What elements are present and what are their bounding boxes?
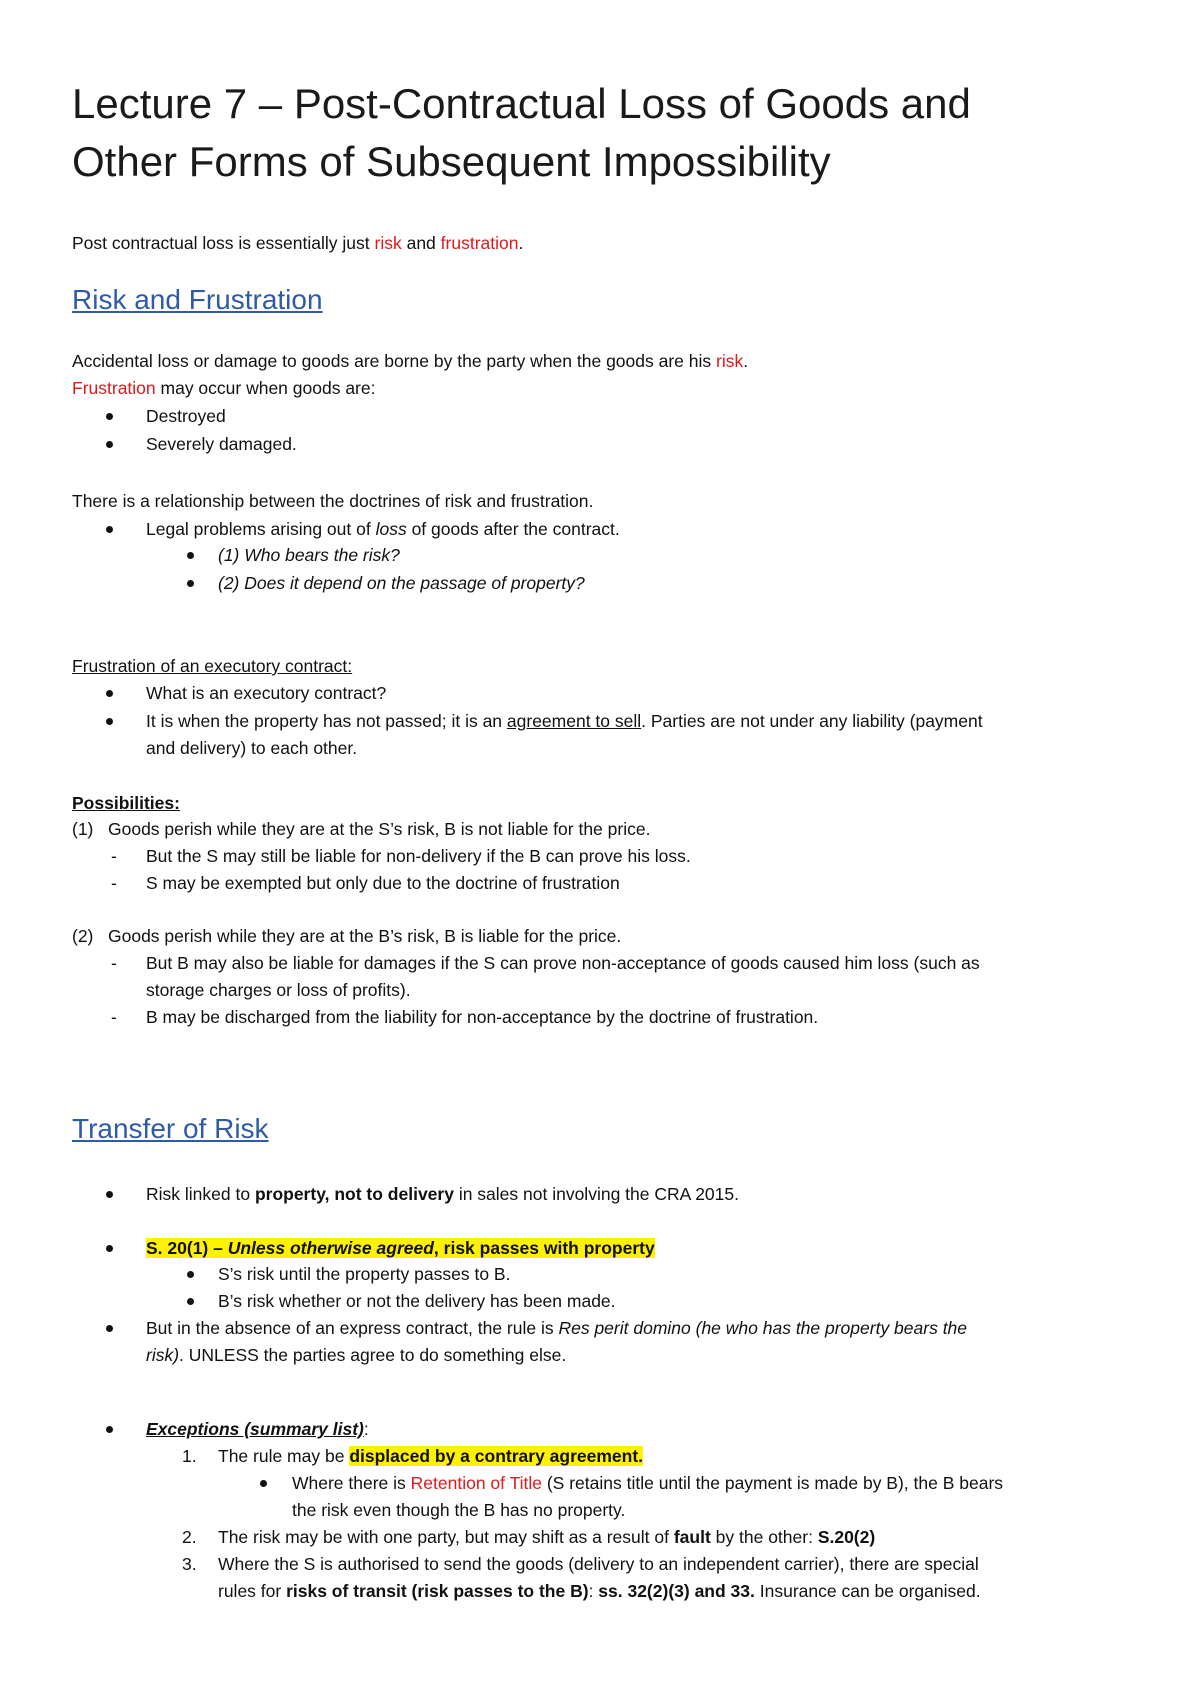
section-20-1-item: S. 20(1) – Unless otherwise agreed, risk passes with property <box>146 1238 655 1258</box>
exception-3-text-continued: rules for risks of transit (risk passes to the B): ss. 32(2)(3) and 33. Insurance can be organised. <box>218 1581 981 1601</box>
exception-1-text: The rule may be displaced by a contrary agreement. <box>218 1446 644 1466</box>
possibility-2-dash-1-continued: storage charges or loss of profits). <box>146 980 411 1000</box>
exception-3-text: Where the S is authorised to send the goods (delivery to an independent carrier), there are special <box>218 1554 979 1574</box>
possibility-2-dash-1: But B may also be liable for damages if the S can prove non-acceptance of goods caused him loss (such as <box>146 953 980 973</box>
exception-2-text: The risk may be with one party, but may shift as a result of fault by the other: S.20(2) <box>218 1527 876 1547</box>
bullet-icon <box>106 1191 113 1198</box>
bullet-icon <box>187 580 194 587</box>
relationship-paragraph: There is a relationship between the doctrines of risk and frustration. <box>72 491 594 511</box>
heading-risk-and-frustration: Risk and Frustration <box>72 284 323 315</box>
bullet-icon <box>106 690 113 697</box>
heading-transfer-of-risk: Transfer of Risk <box>72 1113 269 1144</box>
page-title-line-2: Other Forms of Subsequent Impossibility <box>72 138 831 185</box>
bullet-icon <box>106 1245 113 1252</box>
intro-paragraph: Post contractual loss is essentially just risk and frustration. <box>72 233 524 253</box>
bullet-icon <box>260 1480 267 1487</box>
executory-item-1: What is an executory contract? <box>146 683 387 703</box>
executory-item-2: It is when the property has not passed; it is an agreement to sell. Parties are not under any liability (payment <box>146 711 983 731</box>
retention-of-title-item-continued: the risk even though the B has no property. <box>292 1500 626 1520</box>
possibility-1-dash-1: But the S may still be liable for non-delivery if the B can prove his loss. <box>146 846 691 866</box>
question-1-item: (1) Who bears the risk? <box>218 545 400 565</box>
list-item-severely-damaged: Severely damaged. <box>146 434 297 454</box>
possibility-1-number: (1) <box>72 819 94 839</box>
dash-marker: - <box>111 873 117 893</box>
frustration-paragraph: Frustration may occur when goods are: <box>72 378 376 398</box>
exceptions-heading: Exceptions (summary list): <box>146 1419 369 1439</box>
res-perit-domino-item: But in the absence of an express contract, the rule is Res perit domino (he who has the property bears the <box>146 1318 968 1338</box>
possibilities-heading: Possibilities: <box>72 793 180 813</box>
bullet-icon <box>187 1298 194 1305</box>
bullet-icon <box>106 1325 113 1332</box>
retention-of-title-item: Where there is Retention of Title (S retains title until the payment is made by B), the B bears <box>292 1473 1004 1493</box>
possibility-2-text: Goods perish while they are at the B’s risk, B is liable for the price. <box>108 926 622 946</box>
bullet-icon <box>106 1426 113 1433</box>
exception-1-number: 1. <box>182 1446 197 1466</box>
executory-item-2-continued: and delivery) to each other. <box>146 738 358 758</box>
bullet-icon <box>106 718 113 725</box>
exception-3-number: 3. <box>182 1554 197 1574</box>
res-perit-domino-item-continued: risk). UNLESS the parties agree to do something else. <box>146 1345 567 1365</box>
bullet-icon <box>106 441 113 448</box>
risk-linked-item: Risk linked to property, not to delivery in sales not involving the CRA 2015. <box>146 1184 739 1204</box>
dash-marker: - <box>111 953 117 973</box>
possibility-1-text: Goods perish while they are at the S’s risk, B is not liable for the price. <box>108 819 651 839</box>
exception-2-number: 2. <box>182 1527 197 1547</box>
buyers-risk-item: B’s risk whether or not the delivery has been made. <box>218 1291 616 1311</box>
bullet-icon <box>106 413 113 420</box>
possibility-2-number: (2) <box>72 926 94 946</box>
accidental-loss-paragraph: Accidental loss or damage to goods are borne by the party when the goods are his risk. <box>72 351 749 371</box>
legal-problems-item: Legal problems arising out of loss of goods after the contract. <box>146 519 620 539</box>
possibility-1-dash-2: S may be exempted but only due to the doctrine of frustration <box>146 873 620 893</box>
bullet-icon <box>187 1271 194 1278</box>
bullet-icon <box>187 552 194 559</box>
dash-marker: - <box>111 846 117 866</box>
dash-marker: - <box>111 1007 117 1027</box>
executory-contract-heading: Frustration of an executory contract: <box>72 656 353 676</box>
bullet-icon <box>106 526 113 533</box>
sellers-risk-item: S’s risk until the property passes to B. <box>218 1264 511 1284</box>
page-title-line-1: Lecture 7 – Post-Contractual Loss of Goods and <box>72 80 971 127</box>
possibility-2-dash-2: B may be discharged from the liability for non-acceptance by the doctrine of frustration. <box>146 1007 819 1027</box>
list-item-destroyed: Destroyed <box>146 406 226 426</box>
question-2-item: (2) Does it depend on the passage of property? <box>218 573 585 593</box>
